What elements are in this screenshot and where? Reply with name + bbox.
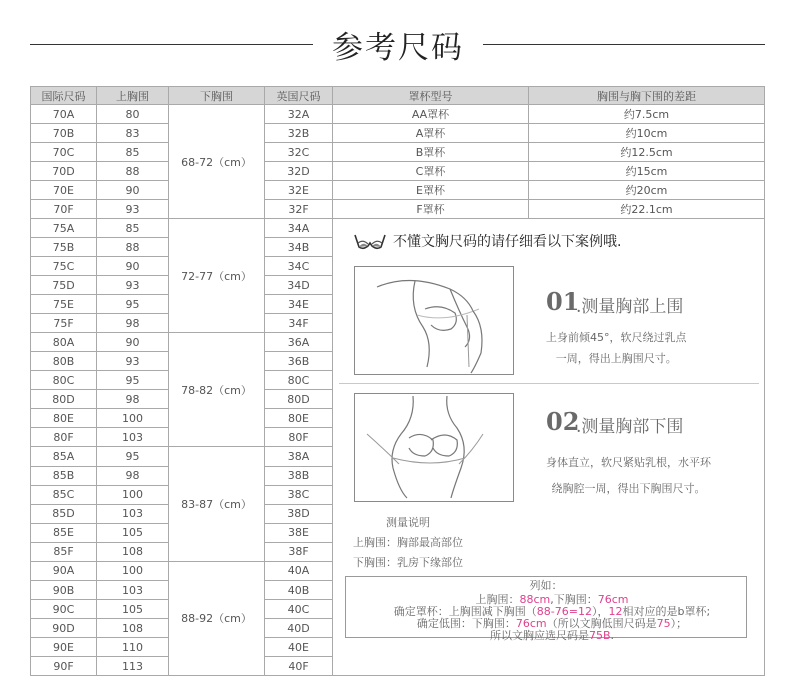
- upper-bust-cell: 93: [97, 276, 169, 295]
- example-text: 确定低围：下胸围：: [416, 617, 516, 630]
- title-area: [0, 0, 790, 88]
- section-divider: [339, 383, 759, 384]
- upper-bust-cell: 100: [97, 485, 169, 504]
- intl-size-cell: 85B: [31, 466, 97, 485]
- example-highlight: 75: [656, 617, 671, 630]
- cup-type-cell: B罩杯: [333, 143, 529, 162]
- example-highlight: 76cm: [515, 617, 547, 630]
- intl-size-cell: 75D: [31, 276, 97, 295]
- upper-bust-cell: 85: [97, 143, 169, 162]
- upper-bust-cell: 93: [97, 200, 169, 219]
- intl-size-cell: 85D: [31, 504, 97, 523]
- example-label: 列如：: [529, 579, 563, 592]
- uk-size-cell: 32D: [265, 162, 333, 181]
- upper-bust-cell: 90: [97, 181, 169, 200]
- uk-size-cell: 40A: [265, 561, 333, 580]
- under-bust-cell: 72-77（cm）: [169, 219, 265, 333]
- intl-size-cell: 85F: [31, 542, 97, 561]
- cup-diff-cell: 约7.5cm: [529, 105, 765, 124]
- upper-bust-cell: 90: [97, 333, 169, 352]
- uk-size-cell: 40F: [265, 657, 333, 676]
- uk-size-cell: 32E: [265, 181, 333, 200]
- example-text: ）；: [670, 617, 688, 630]
- intl-size-cell: 75B: [31, 238, 97, 257]
- uk-size-cell: 40C: [265, 600, 333, 619]
- upper-bust-illustration: [354, 266, 514, 375]
- upper-bust-cell: 98: [97, 390, 169, 409]
- upper-bust-cell: 100: [97, 561, 169, 580]
- cup-diff-cell: 约12.5cm: [529, 143, 765, 162]
- intl-size-cell: 90B: [31, 581, 97, 600]
- intl-size-cell: 90E: [31, 638, 97, 657]
- cup-type-cell: A罩杯: [333, 124, 529, 143]
- intl-size-cell: 90F: [31, 657, 97, 676]
- upper-bust-cell: 88: [97, 238, 169, 257]
- upper-bust-cell: 110: [97, 638, 169, 657]
- step1-desc-line1: 上身前倾45°，软尺绕过乳点: [546, 331, 687, 344]
- col-header-uk: 英国尺码: [265, 87, 333, 105]
- upper-bust-cell: 113: [97, 657, 169, 676]
- uk-size-cell: 80E: [265, 409, 333, 428]
- guide-intro-text: 不懂文胸尺码的请仔细看以下案例哦.: [393, 234, 622, 250]
- step1-title: .测量胸部上围: [576, 297, 684, 317]
- uk-size-cell: 40B: [265, 581, 333, 600]
- intl-size-cell: 80A: [31, 333, 97, 352]
- uk-size-cell: 34A: [265, 219, 333, 238]
- title-rule-right: [483, 44, 765, 45]
- example-highlight: 75B: [588, 629, 611, 642]
- table-row: [31, 219, 765, 238]
- intl-size-cell: 90A: [31, 561, 97, 580]
- intl-size-cell: 80F: [31, 428, 97, 447]
- measure-guide-panel: [333, 219, 764, 675]
- upper-bust-cell: 98: [97, 466, 169, 485]
- table-row: [31, 124, 765, 143]
- notes-title: 测量说明: [386, 516, 430, 529]
- cup-diff-cell: 约15cm: [529, 162, 765, 181]
- uk-size-cell: 34F: [265, 314, 333, 333]
- upper-bust-cell: 90: [97, 257, 169, 276]
- notes-line-under: 下胸围：乳房下缘部位: [353, 556, 463, 569]
- upper-bust-cell: 108: [97, 619, 169, 638]
- step2-desc-line1: 身体直立，软尺紧贴乳根，水平环: [546, 456, 711, 469]
- intl-size-cell: 90D: [31, 619, 97, 638]
- step1-desc-line2: 一周，得出上胸围尺寸。: [555, 352, 677, 365]
- intl-size-cell: 70F: [31, 200, 97, 219]
- intl-size-cell: 85C: [31, 485, 97, 504]
- intl-size-cell: 70B: [31, 124, 97, 143]
- example-line-4: [352, 630, 740, 642]
- intl-size-cell: 80E: [31, 409, 97, 428]
- col-header-under: 下胸围: [169, 87, 265, 105]
- upper-bust-cell: 85: [97, 219, 169, 238]
- step2-number: 02: [546, 407, 580, 436]
- step1-description: [546, 327, 687, 369]
- intl-size-cell: 70E: [31, 181, 97, 200]
- cup-diff-cell: 约10cm: [529, 124, 765, 143]
- intl-size-cell: 70D: [31, 162, 97, 181]
- col-header-diff: 胸围与胸下围的差距: [529, 87, 765, 105]
- col-header-cup: 罩杯型号: [333, 87, 529, 105]
- upper-bust-cell: 103: [97, 504, 169, 523]
- uk-size-cell: 32A: [265, 105, 333, 124]
- intl-size-cell: 75C: [31, 257, 97, 276]
- uk-size-cell: 34B: [265, 238, 333, 257]
- size-table: [30, 86, 765, 676]
- uk-size-cell: 40D: [265, 619, 333, 638]
- uk-size-cell: 32B: [265, 124, 333, 143]
- upper-bust-cell: 105: [97, 600, 169, 619]
- cup-diff-cell: 约20cm: [529, 181, 765, 200]
- uk-size-cell: 32C: [265, 143, 333, 162]
- example-text: （所以文胸低围尺码是: [546, 617, 657, 630]
- guide-panel-cell: [333, 219, 765, 676]
- cup-diff-cell: 约22.1cm: [529, 200, 765, 219]
- step2-description: [546, 450, 711, 502]
- upper-bust-cell: 103: [97, 581, 169, 600]
- example-text: 确定罩杯：上胸围减下胸围（: [393, 605, 537, 618]
- upper-bust-cell: 95: [97, 295, 169, 314]
- upper-bust-cell: 105: [97, 523, 169, 542]
- bra-icon: [353, 231, 387, 251]
- table-row: [31, 181, 765, 200]
- example-text: ），: [591, 605, 609, 618]
- cup-type-cell: E罩杯: [333, 181, 529, 200]
- under-bust-cell: 83-87（cm）: [169, 447, 265, 561]
- uk-size-cell: 38A: [265, 447, 333, 466]
- uk-size-cell: 38D: [265, 504, 333, 523]
- table-header-row: [31, 87, 765, 105]
- intl-size-cell: 70A: [31, 105, 97, 124]
- under-bust-cell: 88-92（cm）: [169, 561, 265, 675]
- step2-desc-line2: 绕胸腔一周，得出下胸围尺寸。: [551, 482, 706, 495]
- upper-bust-cell: 83: [97, 124, 169, 143]
- intl-size-cell: 85E: [31, 523, 97, 542]
- uk-size-cell: 80D: [265, 390, 333, 409]
- cup-type-cell: F罩杯: [333, 200, 529, 219]
- table-row: [31, 200, 765, 219]
- uk-size-cell: 34C: [265, 257, 333, 276]
- intl-size-cell: 80C: [31, 371, 97, 390]
- uk-size-cell: 38E: [265, 523, 333, 542]
- upper-bust-cell: 80: [97, 105, 169, 124]
- example-text: 上胸围：: [475, 593, 520, 606]
- upper-bust-cell: 88: [97, 162, 169, 181]
- upper-bust-cell: 98: [97, 314, 169, 333]
- uk-size-cell: 38F: [265, 542, 333, 561]
- example-highlight: 88cm: [519, 593, 551, 606]
- example-text: ,下胸围：: [550, 593, 598, 606]
- upper-bust-cell: 103: [97, 428, 169, 447]
- example-highlight: 76cm: [597, 593, 629, 606]
- step1-number: 01: [546, 287, 580, 316]
- uk-size-cell: 38C: [265, 485, 333, 504]
- intl-size-cell: 90C: [31, 600, 97, 619]
- example-text: 相对应的是b罩杯;: [622, 605, 711, 618]
- under-bust-cell: 78-82（cm）: [169, 333, 265, 447]
- uk-size-cell: 80F: [265, 428, 333, 447]
- under-bust-illustration: [354, 393, 514, 502]
- cup-type-cell: AA罩杯: [333, 105, 529, 124]
- uk-size-cell: 38B: [265, 466, 333, 485]
- example-highlight: 88-76=12: [536, 605, 592, 618]
- upper-bust-cell: 95: [97, 371, 169, 390]
- title-rule-left: [30, 44, 313, 45]
- intl-size-cell: 75A: [31, 219, 97, 238]
- example-box: [345, 576, 747, 642]
- uk-size-cell: 34E: [265, 295, 333, 314]
- intl-size-cell: 80B: [31, 352, 97, 371]
- uk-size-cell: 34D: [265, 276, 333, 295]
- uk-size-cell: 36A: [265, 333, 333, 352]
- intl-size-cell: 75E: [31, 295, 97, 314]
- example-text: .: [610, 629, 615, 642]
- example-highlight: 12: [608, 605, 623, 618]
- table-row: [31, 162, 765, 181]
- cup-type-cell: C罩杯: [333, 162, 529, 181]
- upper-bust-cell: 95: [97, 447, 169, 466]
- guide-intro: [353, 231, 621, 251]
- upper-bust-cell: 108: [97, 542, 169, 561]
- upper-bust-cell: 93: [97, 352, 169, 371]
- under-bust-cell: 68-72（cm）: [169, 105, 265, 219]
- intl-size-cell: 85A: [31, 447, 97, 466]
- table-row: [31, 143, 765, 162]
- col-header-upper: 上胸围: [97, 87, 169, 105]
- col-header-intl: 国际尺码: [31, 87, 97, 105]
- step2-title: .测量胸部下围: [576, 417, 684, 437]
- uk-size-cell: 36B: [265, 352, 333, 371]
- intl-size-cell: 75F: [31, 314, 97, 333]
- table-row: [31, 105, 765, 124]
- intl-size-cell: 80D: [31, 390, 97, 409]
- example-text: 所以文胸应选尺码是: [489, 629, 589, 642]
- intl-size-cell: 70C: [31, 143, 97, 162]
- notes-line-upper: 上胸围：胸部最高部位: [353, 536, 463, 549]
- measure-notes: [353, 513, 463, 573]
- uk-size-cell: 80C: [265, 371, 333, 390]
- uk-size-cell: 32F: [265, 200, 333, 219]
- page-title: 参考尺码: [332, 30, 464, 66]
- upper-bust-cell: 100: [97, 409, 169, 428]
- uk-size-cell: 40E: [265, 638, 333, 657]
